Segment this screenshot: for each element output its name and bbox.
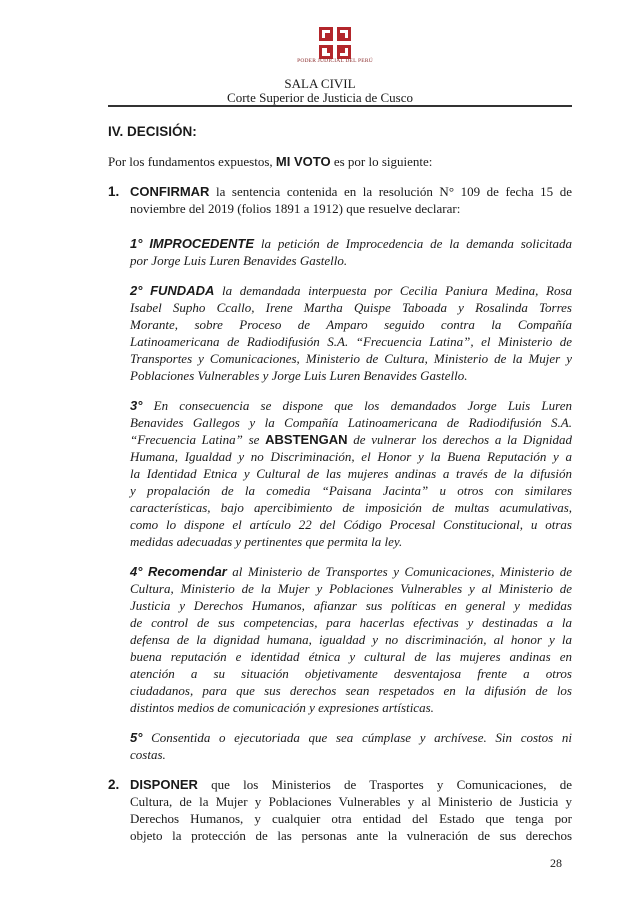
point-2-bold: FUNDADA	[150, 283, 215, 298]
point-3-text: En consecuencia se dispone que los demandados Jorge Luis Luren	[142, 398, 572, 413]
point-3-line-9: medidas adecuadas y pertinentes que permita la ley.	[130, 534, 403, 549]
intro-bold: MI VOTO	[275, 154, 331, 169]
intro-text-b: es por lo siguiente:	[330, 154, 433, 169]
point-4-line-4: de control de sus competencias, para hacerlas efectivas y destinadas a la	[130, 615, 572, 630]
item-2-line-3: Derechos Humanos, y cualquier otra entidad del Estado que tenga por	[130, 811, 572, 826]
item-1-bold: CONFIRMAR	[130, 184, 210, 199]
point-4-line-5: defensa de la dignidad humana, igualdad y no discriminación, al honor y la	[130, 632, 572, 647]
poder-judicial-logo-icon	[318, 26, 352, 60]
point-3-line-2: Benavides Gallegos y la Compañía Latinoamericana de Radiodifusión S.A.	[130, 415, 572, 430]
point-3-line-7: características, bajo apercibimiento de imposición de multas acumulativas,	[130, 500, 572, 515]
point-4-line-6: buena reputación e identidad étnica y cultural de las mujeres andinas en	[130, 649, 572, 664]
intro-text-a: Por los fundamentos expuestos,	[108, 154, 276, 169]
point-4-line-9: distintos medios de comunicación y expresiones artísticas.	[130, 700, 434, 715]
point-3-bold: ABSTENGAN	[265, 432, 348, 447]
point-4-number: 4°	[130, 564, 143, 579]
point-4-line-2: Cultura, Ministerio de la Mujer y Poblaciones Vulnerables y al Ministerio de	[130, 581, 572, 596]
section-title: IV. DECISIÓN:	[108, 124, 197, 139]
item-1-number: 1.	[108, 184, 120, 199]
point-1-number: 1°	[130, 236, 143, 251]
logo-caption: PODER JUDICIAL DEL PERÚ	[297, 58, 373, 64]
point-4-text: al Ministerio de Transportes y Comunicaciones, Ministerio de	[226, 564, 572, 579]
point-1-text: la petición de Improcedencia de la demanda solicitada	[254, 236, 573, 251]
point-2-line-6: Poblaciones Vulnerables y Jorge Luis Luren Benavides Gastello.	[130, 368, 468, 383]
point-2-line-2: Isabel Supho Ccallo, Irene Martha Quispe Taboada y Rosalinda Torres	[130, 300, 572, 315]
point-1-line-1	[130, 236, 572, 252]
intro-paragraph	[108, 154, 432, 170]
point-3-number: 3°	[130, 398, 143, 413]
court-full-name: Corte Superior de Justicia de Cusco	[227, 90, 413, 105]
point-1-line-2: por Jorge Luis Luren Benavides Gastello.	[130, 253, 348, 268]
point-3-line-6: y propalación de la comedia “Paisana Jacinta” u otros con similares	[130, 483, 572, 498]
point-2-line-3: Morante, sobre Proceso de Amparo seguido contra la Compañía	[130, 317, 572, 332]
point-4-line-3: Justicia y Derechos Humanos, afianzar sus políticas en general y medidas	[130, 598, 572, 613]
point-4-bold: Recomendar	[148, 564, 227, 579]
point-5-line-2: costas.	[130, 747, 166, 762]
point-3-text-b: de vulnerar los derechos a la Dignidad	[347, 432, 572, 447]
point-4-line-7: atención a su situación objetivamente desventajosa frente a otros	[130, 666, 572, 681]
point-2-number: 2°	[130, 283, 143, 298]
point-5-text: Consentida o ejecutoriada que sea cúmplase y archívese. Sin costos ni	[142, 730, 572, 745]
court-name: SALA CIVIL	[284, 76, 356, 91]
item-2-text: que los Ministerios de Trasportes y Comunicaciones, de	[197, 777, 572, 792]
point-2-line-5: Transportes y Comunicaciones, Ministerio de Cultura, Ministerio de la Mujer y	[130, 351, 572, 366]
point-2-text: la demandada interpuesta por Cecilia Paniura Medina, Rosa	[214, 283, 572, 298]
point-2-line-4: Latinoamericana de Radiodifusión S.A. “Frecuencia Latina”, el Ministerio de	[130, 334, 572, 349]
point-5-line-1	[130, 730, 572, 746]
item-1-line-1	[130, 184, 572, 200]
header-divider	[108, 105, 572, 107]
point-4-line-1	[130, 564, 572, 580]
item-1-line-2: noviembre del 2019 (folios 1891 a 1912) que resuelve declarar:	[130, 201, 461, 216]
item-2-bold: DISPONER	[130, 777, 198, 792]
point-5-number: 5°	[130, 730, 143, 745]
point-3-line-1	[130, 398, 572, 414]
point-3-line-3	[130, 432, 572, 448]
point-3-line-4: Humana, Igualdad y no Discriminación, el Honor y la Buena Reputación y a	[130, 449, 572, 464]
point-3-text-a: “Frecuencia Latina” se	[130, 432, 266, 447]
point-4-line-8: ciudadanos, para que sus derechos sean respetados en la difusión de los	[130, 683, 572, 698]
point-1-bold: IMPROCEDENTE	[149, 236, 255, 251]
point-2-line-1	[130, 283, 572, 299]
item-2-line-4: objeto la protección de las personas ante la vulneración de sus derechos	[130, 828, 572, 843]
item-2-number: 2.	[108, 777, 120, 792]
item-1-text: la sentencia contenida en la resolución N° 109 de fecha 15 de	[209, 184, 572, 199]
item-2-line-1	[130, 777, 572, 793]
point-3-line-5: la Identidad Etnica y Cultural de las mujeres andinas a través de la difusión	[130, 466, 572, 481]
page-number: 28	[550, 856, 562, 870]
item-2-line-2: Cultura, de la Mujer y Poblaciones Vulnerables y al Ministerio de Justicia y	[130, 794, 572, 809]
point-3-line-8: como lo dispone el artículo 22 del Código Procesal Constitucional, u otras	[130, 517, 572, 532]
